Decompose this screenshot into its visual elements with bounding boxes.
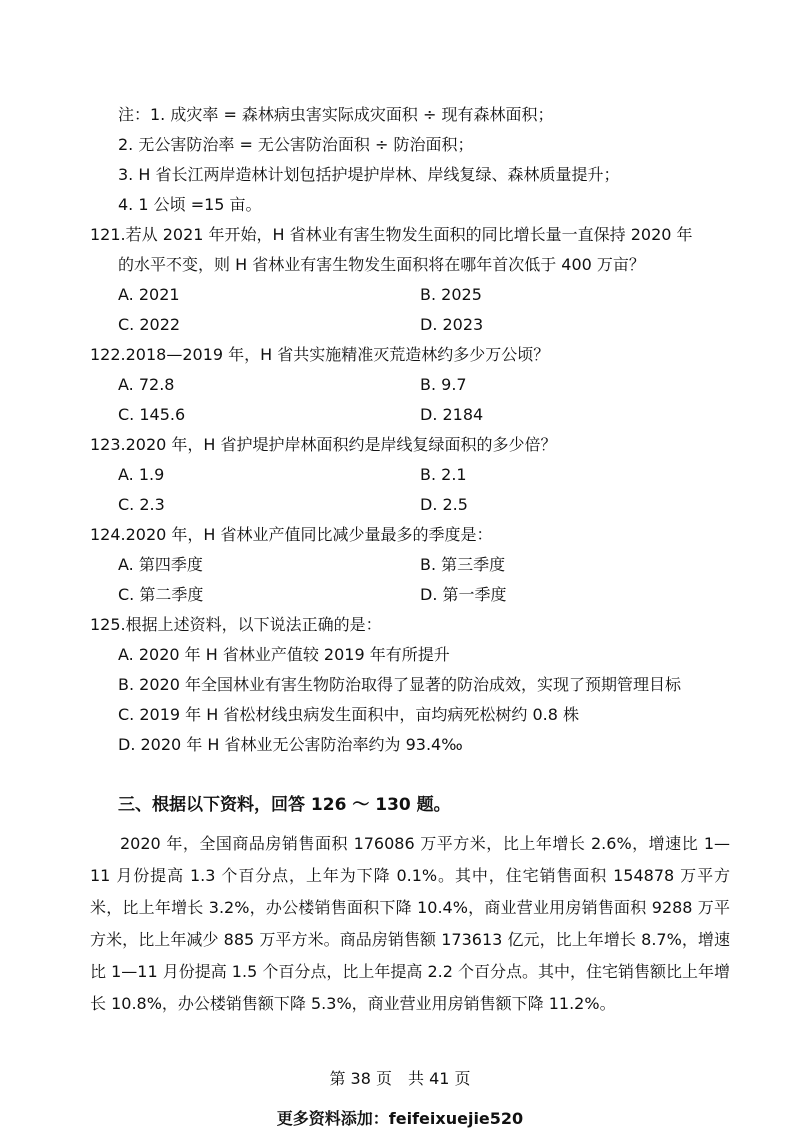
option-c: C. 2019 年 H 省松材线虫病发生面积中，亩均病死松树约 0.8 株 bbox=[118, 705, 579, 724]
watermark-text: 更多资料添加：feifeixuejie520 bbox=[276, 1109, 524, 1128]
note-line: 3. H 省长江两岸造林计划包括护堤护岸林、岸线复绿、森林质量提升； bbox=[118, 165, 620, 184]
option-c: C. 2022 bbox=[118, 315, 181, 334]
question-stem: 122.2018—2019 年，H 省共实施精准灭荒造林约多少万公顷？ bbox=[90, 345, 550, 364]
options bbox=[90, 640, 730, 760]
question-stem-continued: 的水平不变，则 H 省林业有害生物发生面积将在哪年首次低于 400 万亩？ bbox=[118, 255, 645, 274]
options bbox=[90, 460, 730, 520]
option-d: D. 第一季度 bbox=[420, 585, 507, 604]
options bbox=[90, 550, 730, 610]
page-number: 第 38 页 共 41 页 bbox=[329, 1069, 471, 1088]
option-c: C. 2.3 bbox=[118, 495, 165, 514]
question-124 bbox=[90, 520, 730, 610]
question-122 bbox=[90, 340, 730, 430]
option-d: D. 2184 bbox=[420, 405, 484, 424]
question-stem bbox=[90, 220, 730, 280]
option-b: B. 2025 bbox=[420, 285, 482, 304]
option-b: B. 9.7 bbox=[420, 375, 467, 394]
question-stem: 124.2020 年，H 省林业产值同比减少量最多的季度是： bbox=[90, 525, 493, 544]
option-c: C. 第二季度 bbox=[118, 585, 204, 604]
note-line: 注：1. 成灾率 = 森林病虫害实际成灾面积 ÷ 现有森林面积； bbox=[118, 105, 554, 124]
question-stem: 123.2020 年，H 省护堤护岸林面积约是岸线复绿面积的多少倍？ bbox=[90, 435, 557, 454]
note-line: 4. 1 公顷 =15 亩。 bbox=[118, 195, 262, 214]
section-heading: 三、根据以下资料，回答 126 ～ 130 题。 bbox=[118, 795, 451, 815]
option-a: A. 第四季度 bbox=[118, 555, 203, 574]
question-121 bbox=[90, 220, 730, 340]
passage-text: 2020 年，全国商品房销售面积 176086 万平方米，比上年增长 2.6%，增速比 1—11 月份提高 1.3 个百分点，上年为下降 0.1%。其中，住宅销售面积 154878 万平方米，比上年增长 3.2%，办公楼销售面积下降 10.4%，商业营业用房销售面积 9288 万平方米，比上年减少 885 万平方米。商品房销售额 173613 亿元，比上年增长 8.7%，增速比 1—11 月份提高 1.5 个百分点，比上年提高 2.2 个百分点。其中，住宅销售额比上年增长 10.8%，办公楼销售额下降 5.3%，商业营业用房销售额下降 11.2%。 bbox=[90, 834, 730, 1013]
option-b: B. 第三季度 bbox=[420, 555, 506, 574]
option-d: D. 2020 年 H 省林业无公害防治率约为 93.4‰ bbox=[118, 735, 463, 754]
question-125 bbox=[90, 610, 730, 760]
option-a: A. 1.9 bbox=[118, 465, 165, 484]
questions-block bbox=[90, 220, 730, 760]
option-a: A. 2021 bbox=[118, 285, 180, 304]
note-line: 2. 无公害防治率 = 无公害防治面积 ÷ 防治面积； bbox=[118, 135, 474, 154]
option-d: D. 2.5 bbox=[420, 495, 468, 514]
option-d: D. 2023 bbox=[420, 315, 484, 334]
option-c: C. 145.6 bbox=[118, 405, 186, 424]
options bbox=[90, 370, 730, 430]
option-b: B. 2020 年全国林业有害生物防治取得了显著的防治成效，实现了预期管理目标 bbox=[118, 675, 681, 694]
question-stem: 125.根据上述资料，以下说法正确的是： bbox=[90, 615, 382, 634]
option-a: A. 2020 年 H 省林业产值较 2019 年有所提升 bbox=[118, 645, 450, 664]
option-b: B. 2.1 bbox=[420, 465, 467, 484]
question-stem-text: 121.若从 2021 年开始，H 省林业有害生物发生面积的同比增长量一直保持 2020 年 bbox=[90, 225, 693, 244]
option-a: A. 72.8 bbox=[118, 375, 175, 394]
question-123 bbox=[90, 430, 730, 520]
options bbox=[90, 280, 730, 340]
notes-block bbox=[118, 100, 718, 220]
